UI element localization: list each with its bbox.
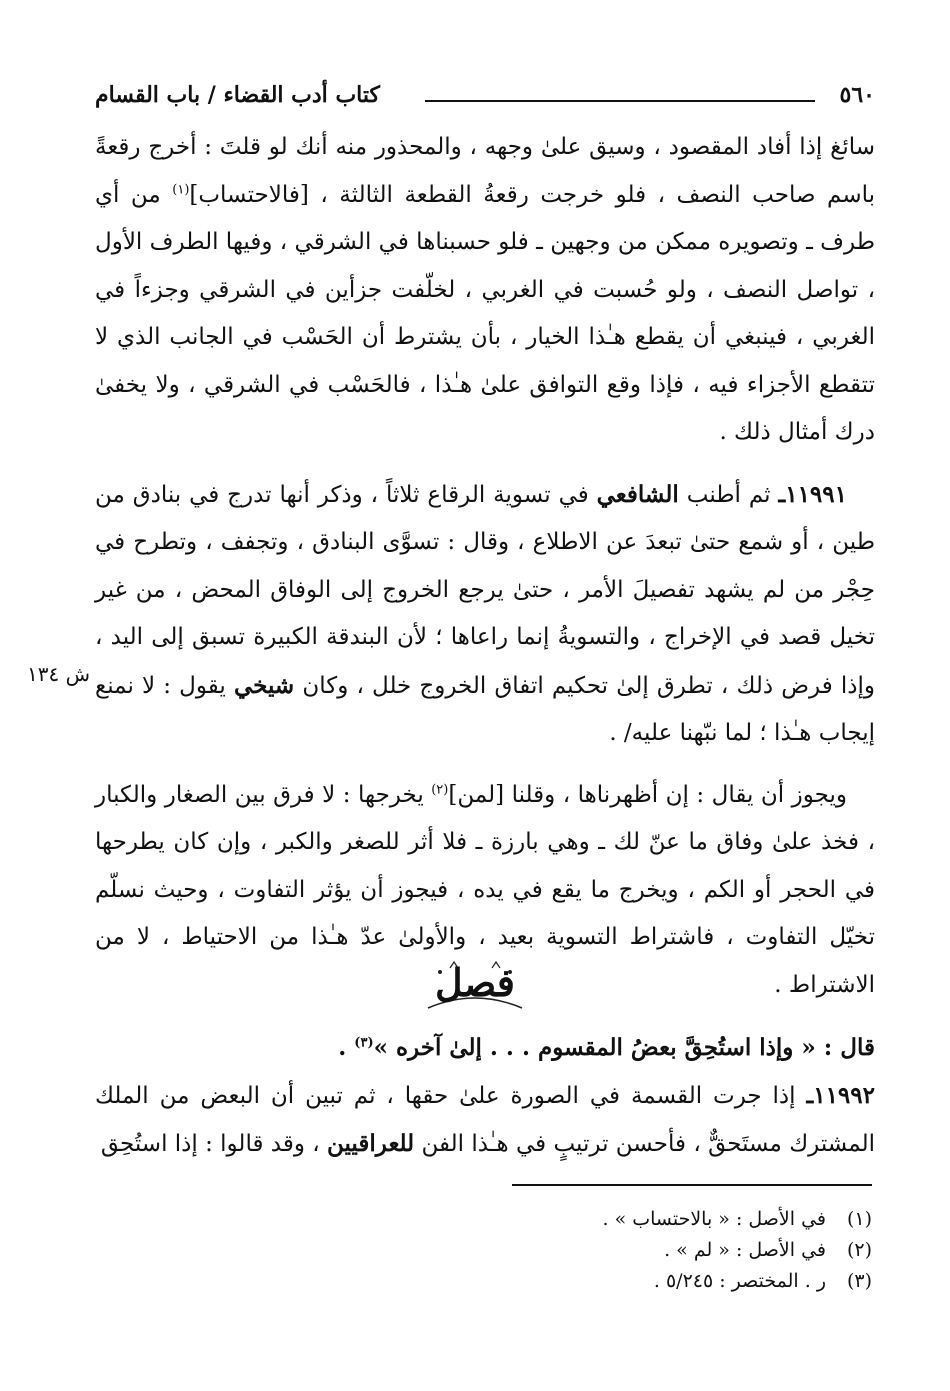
footnote-ref: (٣) [354,1035,374,1051]
running-title: كتاب أدب القضاء / باب القسام [95,82,380,108]
text-line: ويجوز أن يقال : إن أظهرناها ، وقلنا [لمن] [448,781,848,808]
page-number: ٥٦٠ [839,82,875,108]
text-line: ثم أطنب [678,481,779,508]
footnote-rule [512,1184,872,1186]
page-header [95,78,875,118]
text-line: سائغ إذا أفاد المقصود ، وسيق علىٰ وجهه ، والمحذور منه أنك لو قلتَ : أخرج رقعةً [95,134,875,160]
footnote-text: ر . المختصر : ٥/٢٤٥ . [653,1270,826,1292]
text-line: والكبار ، فخذ علىٰ وفاق ما عنّ لك ـ وهي بارزة ـ فلا أثر للصغر والكبر ، وإن كان [95,781,875,855]
paragraph-2 [95,471,875,758]
margin-note: ش ١٣٤ [26,662,90,686]
footnote-number: (٣) [846,1270,872,1292]
footnote-text: في الأصل : « لم » . [664,1239,826,1261]
text-line: في تسوية الرقاع ثلاثاً ، وذكر أنها تدرج في بنادق من [95,481,597,508]
text-line: وقع التوافق علىٰ هـٰذا ، فالحَسْب في الشرقي ، ولا يخفىٰ درك أمثال ذلك . [95,371,875,445]
footnote-ref: (١) [172,181,190,197]
text-line: النصف ، ولو حُسبت في الغربي ، لخلّفت جزأين في الشرقي وجزءاً في الغربي ، فينبغي [95,276,875,350]
footnotes [172,1204,872,1297]
text-line: الاشتراط . [774,971,875,998]
text-line: وإذا فرض ذلك ، تطرق إلىٰ تحكيم اتفاق الخروج خلل ، وكان [294,672,875,699]
footnote-ref: (٢) [431,781,449,797]
paragraph-4 [95,1072,875,1169]
text-line: المشترك مستَحقٌّ ، فأحسن ترتيبٍ في هـٰذا الفن [414,1131,875,1157]
text-line: من أي طرف ـ [95,181,875,255]
paragraph-number: ١١٩٩٢ـ [806,1081,875,1109]
text-line: أن يقطع هـٰذا الخيار ، بأن يشترط أن الحَسْب في الجانب الذي لا تتقطع الأجزاء فيه ، فإذا [95,324,875,398]
main-text [95,124,875,1009]
header-rule [425,100,815,102]
footnote-3 [172,1266,872,1297]
section-title: قال : « وإذا استُحِقَّ بعضُ المقسوم . . . إلىٰ آخره »$^{(٣)}$ . [338,1034,875,1061]
section-heading-text: فصل [435,960,515,1005]
section-heading [0,958,950,1022]
text-line: إذا جرت القسمة في الصورة علىٰ حقها ، ثم تبين أن البعض من الملك [95,1082,807,1109]
footnote-text: في الأصل : « بالاحتساب » . [602,1208,826,1230]
text-line: تخيل قصد في الإخراج ، والتسويةُ إنما راعاها ؛ لأن البندقة الكبيرة تسبق إلى اليد ، [95,624,875,650]
text-line: يقول : لا نمنع [95,672,234,699]
text-line: باسم صاحب النصف ، فلو خرجت رقعةُ القطعة الثالثة ، [فالاحتساب] [189,181,876,208]
bold-name: للعراقيين [326,1130,415,1157]
text-line: حِجْر من لم يشهد تفصيلَ الأمر ، حتىٰ يرجع الخروج إلى الوفاق المحض ، من غير [95,576,875,603]
footnote-2 [172,1235,872,1266]
text-line: إيجاب هـٰذا ؛ لما نبّهنا عليه/ . [609,720,875,746]
paragraph-1 [95,124,875,457]
text-line: يخرجها : لا فرق بين الصغار [164,781,432,808]
paragraph-number: ١١٩٩١ـ [778,480,847,508]
text-line: نسلّم تخيّل التفاوت ، فاشتراط التسوية بعيد ، والأولىٰ عدّ هـٰذا من الاحتياط ، لا من [95,876,875,950]
text-line: يطرحها في الحجر أو الكم ، ويخرج ما يقع في يده ، فيجوز أن يؤثر التفاوت ، وحيث [95,829,876,903]
section-text [95,1024,875,1169]
footnote-number: (١) [846,1208,872,1230]
footnote-number: (٢) [846,1239,872,1261]
quoted-title: وإذا استُحِقَّ بعضُ المقسوم . . . إلىٰ آخره [395,1034,794,1061]
text-line: ، وقد قالوا : إذا استُحِق [100,1131,327,1157]
text-line: طين ، أو شمع حتىٰ تبعدَ عن الاطلاع ، وقال : تسوَّى البنادق ، وتجفف ، وتطرح في [95,529,875,555]
text-line: وتصويره ممكن من وجهين ـ فلو حسبناها في الشرقي ، وفيها الطرف الأول ، تواصل [95,229,875,303]
bold-name: شيخي [233,671,295,699]
bold-name: الشافعي [596,480,679,508]
footnote-1 [172,1204,872,1235]
